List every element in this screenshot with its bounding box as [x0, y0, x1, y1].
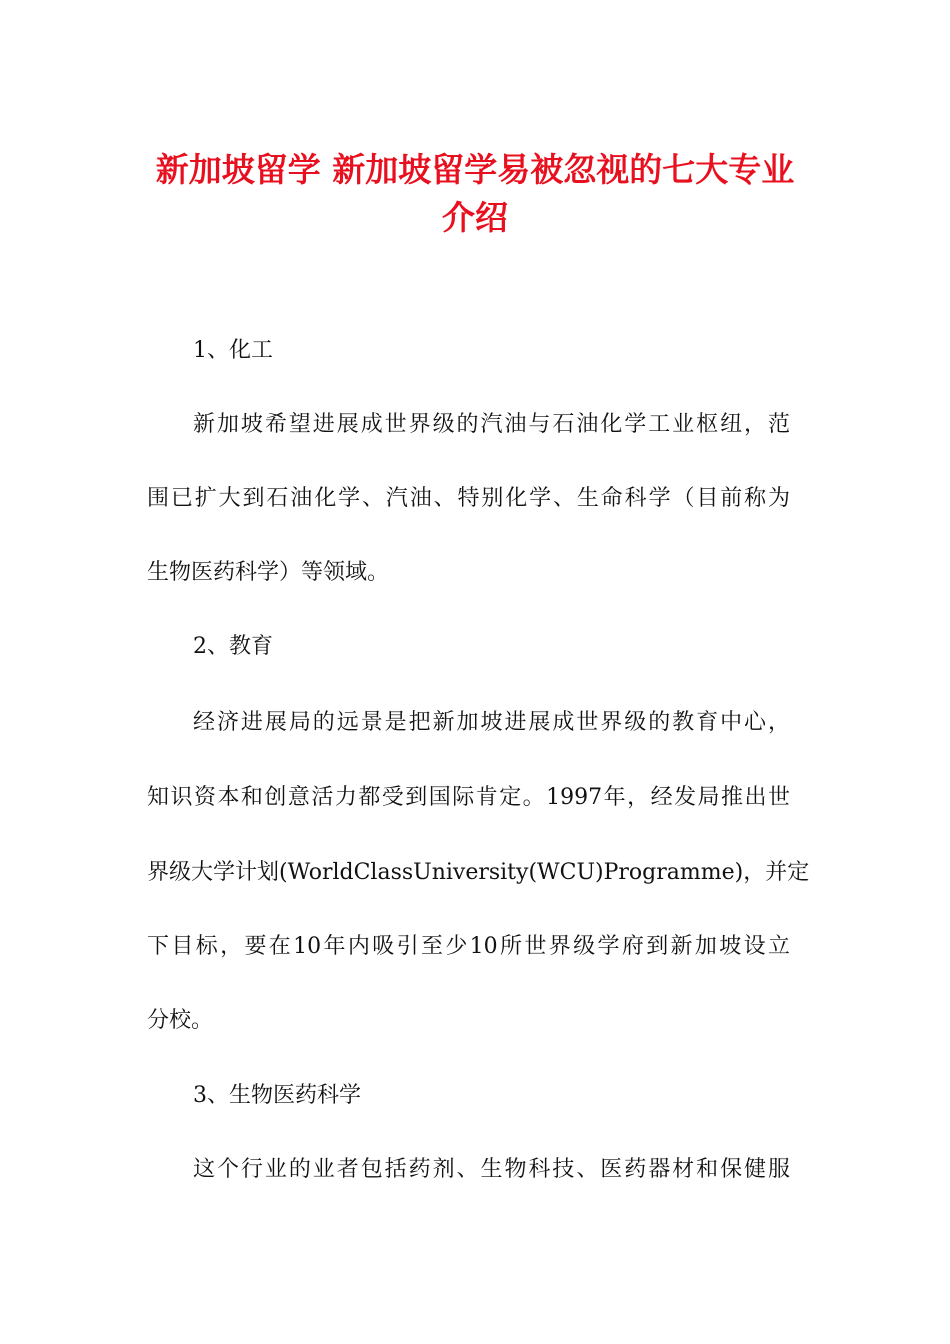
paragraph-line: 新加坡希望进展成世界级的汽油与石油化学工业枢纽，范 [193, 412, 790, 437]
title-line-2: 介绍 [442, 198, 508, 237]
document-title [120, 146, 830, 242]
title-line-1: 新加坡留学 新加坡留学易被忽视的七大专业 [155, 150, 795, 189]
paragraph-line: 生物医药科学）等领域。 [147, 560, 390, 585]
paragraph-line: 下目标，要在10年内吸引至少10所世界级学府到新加坡设立 [147, 934, 790, 959]
paragraph-line: 经济进展局的远景是把新加坡进展成世界级的教育中心， [193, 710, 790, 735]
paragraph-line: 分校。 [147, 1008, 214, 1033]
paragraph-line: 界级大学计划(WorldClassUniversity(WCU)Programme)，并定 [147, 860, 810, 885]
paragraph-line: 围已扩大到石油化学、汽油、特别化学、生命科学（目前称为 [147, 486, 790, 511]
paragraph-line: 这个行业的业者包括药剂、生物科技、医药器材和保健服 [193, 1157, 790, 1182]
paragraph-line: 知识资本和创意活力都受到国际肯定。1997年，经发局推出世 [147, 785, 790, 810]
section-heading-biomedical: 3、生物医药科学 [193, 1083, 361, 1108]
section-heading-education: 2、教育 [193, 634, 273, 659]
section-heading-chemical: 1、化工 [193, 338, 273, 363]
